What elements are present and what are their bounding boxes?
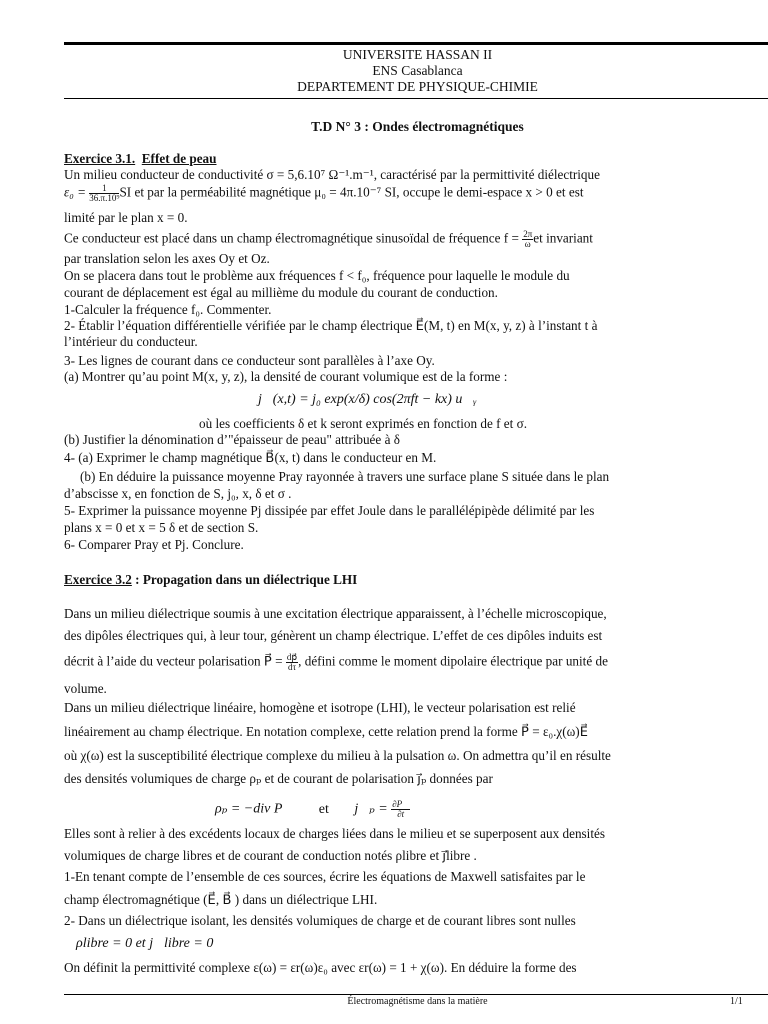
header-top-rule	[64, 42, 768, 45]
ex2-question-1-cont: champ électromagnétique (E⃗, B⃗ ) dans un diélectrique LHI.	[64, 892, 378, 907]
ex1-line: Un milieu conducteur de conductivité σ = 5,6.10⁷ Ω⁻¹.m⁻¹, caractérisé par la permittivité diélectrique	[64, 167, 600, 182]
ex1-question-3: 3- Les lignes de courant dans ce conducteur sont parallèles à l’axe Oy.	[64, 353, 435, 368]
ex2-line: volumiques de charge libres et de courant de conduction notés ρlibre et j⃗libre .	[64, 848, 477, 863]
exercise-2-heading: Exercice 3.2 : Propagation dans un diélectrique LHI	[64, 572, 358, 587]
ex2-line: volume.	[64, 681, 107, 696]
exercise-1-heading: Exercice 3.1. Effet de peau	[64, 151, 217, 166]
ex1-question-3-note: où les coefficients δ et k seront exprimés en fonction de f et σ.	[199, 416, 528, 431]
ex1-question-3a: (a) Montrer qu’au point M(x, y, z), la densité de courant volumique est de la forme :	[64, 369, 508, 384]
ex1-question-2: 2- Établir l’équation différentielle vérifiée par le champ électrique E⃗(M, t) en M(x, y, z) à l’instant t à	[64, 318, 598, 333]
ex1-question-2-cont: l’intérieur du conducteur.	[64, 334, 198, 349]
ex1-line: Ce conducteur est placé dans un champ électromagnétique sinusoïdal de fréquence f = $\frac{2\pi}{\omega}$ et invariant	[64, 229, 593, 249]
ex2-line: Elles sont à relier à des excédents locaux de charges liées dans le milieu et se superposent aux densités	[64, 826, 605, 841]
header-school: ENS Casablanca	[372, 63, 463, 78]
ex1-line: ε₀ = $\frac{1}{\text{36.π.10⁹}}$ SI et par la perméabilité magnétique μ₀ = 4π.10⁻⁷ SI, occupe le demi-espace x > 0 et est	[64, 183, 584, 203]
ex1-question-5: 5- Exprimer la puissance moyenne Pj dissipée par effet Joule dans le parallélépipède délimité par les	[64, 503, 595, 518]
header-department: DEPARTEMENT DE PHYSIQUE-CHIMIE	[297, 79, 538, 94]
header-bottom-rule	[64, 98, 768, 99]
fraction: $\frac{\partial P⃗}{\partial t}$	[392, 799, 410, 819]
document-title: T.D N° 3 : Ondes électromagnétiques	[311, 119, 524, 134]
fraction: $\frac{dp⃗}{d\tau}$	[286, 652, 298, 672]
ex1-line: limité par le plan x = 0.	[64, 210, 188, 225]
ex2-line: où χ(ω) est la susceptibilité électrique complexe du milieu à la pulsation ω. On admettra qu’il en résulte	[64, 748, 611, 763]
ex2-line: On définit la permittivité complexe ε(ω) = εr(ω)ε₀ avec εr(ω) = 1 + χ(ω). En déduire la forme des	[64, 960, 577, 975]
footer-rule	[64, 994, 768, 995]
ex2-line: des densités volumiques de charge ρₚ et de courant de polarisation j⃗ₚ données par	[64, 771, 493, 786]
ex1-question-5-cont: plans x = 0 et x = 5 δ et de section S.	[64, 520, 259, 535]
ex2-question-2: 2- Dans un diélectrique isolant, les densités volumiques de charge et de courant libres sont nulles	[64, 913, 576, 928]
header-university: UNIVERSITE HASSAN II	[342, 47, 493, 62]
ex1-line: courant de déplacement est égal au millième du module du courant de conduction.	[64, 285, 498, 300]
ex2-line: décrit à l’aide du vecteur polarisation P⃗ = $\frac{dp⃗}{d\tau}$ , défini comme le moment dipolaire électrique par unité de	[64, 652, 608, 672]
ex1-question-3b: (b) Justifier la dénomination d’"épaisseur de peau" attribuée à δ	[64, 432, 400, 447]
page-number: 1/1	[730, 996, 743, 1007]
ex2-line: linéairement au champ électrique. En notation complexe, cette relation prend la forme P⃗ = ε₀.χ(ω)E⃗	[64, 724, 589, 739]
footer-title: Électromagnétisme dans la matière	[347, 996, 488, 1007]
ex1-line: On se placera dans tout le problème aux fréquences f < f₀, fréquence pour laquelle le module du	[64, 268, 570, 283]
ex2-line: Dans un milieu diélectrique soumis à une excitation électrique apparaissent, à l’échelle microscopique,	[64, 606, 607, 621]
polarization-formula: ρₚ = −div P⃗ et j⃗ₚ = $\frac{\partial P⃗}{\partial t}$	[215, 799, 410, 819]
ex2-question-1: 1-En tenant compte de l’ensemble de ces sources, écrire les équations de Maxwell satisfaites par le	[64, 869, 586, 884]
ex1-question-4b-cont: d’abscisse x, en fonction de S, j₀, x, δ et σ .	[64, 486, 292, 501]
current-density-formula: j⃗(x,t) = j₀ exp(x/δ) cos(2πft − kx) u⃗ᵧ	[258, 392, 477, 407]
free-sources-formula: ρlibre = 0 et j⃗libre = 0⃗	[76, 936, 225, 951]
ex1-line: par translation selon les axes Oy et Oz.	[64, 251, 270, 266]
ex1-question-4b: (b) En déduire la puissance moyenne Pray rayonnée à travers une surface plane S située dans le plan	[80, 469, 610, 484]
ex1-question-1: 1-Calculer la fréquence f₀. Commenter.	[64, 302, 272, 317]
ex1-question-4a: 4- (a) Exprimer le champ magnétique B⃗(x, t) dans le conducteur en M.	[64, 450, 437, 465]
ex2-line: des dipôles électriques qui, à leur tour, génèrent un champ électrique. L’effet de ces dipôles induits est	[64, 628, 603, 643]
ex2-line: Dans un milieu diélectrique linéaire, homogène et isotrope (LHI), le vecteur polarisation est relié	[64, 700, 576, 715]
fraction: $\frac{1}{\text{36.π.10⁹}}$	[89, 183, 120, 203]
ex1-question-6: 6- Comparer Pray et Pj. Conclure.	[64, 537, 244, 552]
fraction: $\frac{2\pi}{\omega}$	[523, 229, 533, 249]
